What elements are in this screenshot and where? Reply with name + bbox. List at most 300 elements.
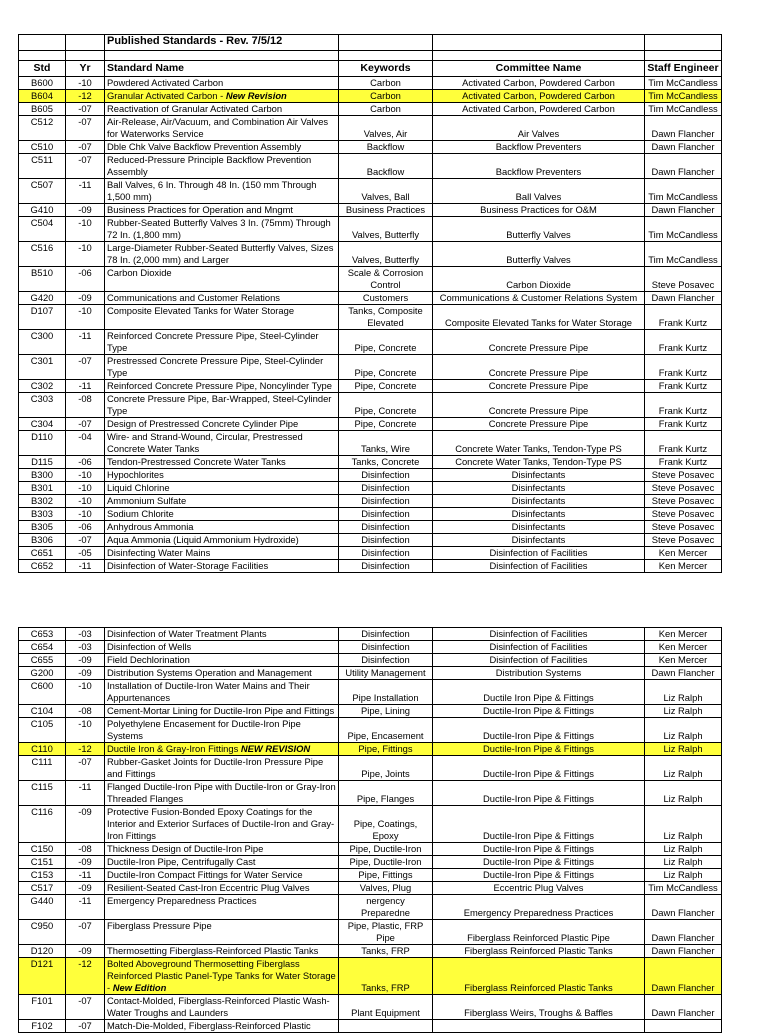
staff-engineer-cell: Frank Kurtz bbox=[645, 355, 722, 380]
standard-name-cell bbox=[105, 179, 339, 204]
keywords-cell: Pipe, Concrete bbox=[339, 418, 433, 431]
committee-cell: Disinfectants bbox=[433, 534, 645, 547]
keywords-cell: Pipe Installation bbox=[339, 680, 433, 705]
table-row bbox=[19, 508, 722, 521]
table-row bbox=[19, 995, 722, 1020]
staff-engineer-cell: Liz Ralph bbox=[645, 718, 722, 743]
standard-name: Contact-Molded, Fiberglass-Reinforced Plastic Wash-Water Troughs and Launders bbox=[107, 995, 330, 1018]
committee-cell: Fiberglass Weirs, Troughs & Baffles bbox=[433, 995, 645, 1020]
table-row bbox=[19, 534, 722, 547]
table-row bbox=[19, 495, 722, 508]
std-cell: C652 bbox=[19, 560, 66, 573]
committee-cell: Ductile-Iron Pipe & Fittings bbox=[433, 756, 645, 781]
std-cell: B305 bbox=[19, 521, 66, 534]
standard-name: Ball Valves, 6 In. Through 48 In. (150 mm Through 1,500 mm) bbox=[107, 179, 317, 202]
yr-cell: -10 bbox=[66, 680, 105, 705]
committee-cell bbox=[433, 1020, 645, 1033]
table-row bbox=[19, 521, 722, 534]
std-cell: B604 bbox=[19, 90, 66, 103]
header-staff-engineer: Staff Engineer bbox=[645, 61, 722, 77]
table-row bbox=[19, 781, 722, 806]
std-cell: C300 bbox=[19, 330, 66, 355]
standard-name-cell bbox=[105, 920, 339, 945]
standard-name-cell bbox=[105, 895, 339, 920]
table-row bbox=[19, 756, 722, 781]
keywords-cell: Pipe, Concrete bbox=[339, 355, 433, 380]
keywords-cell: Disinfection bbox=[339, 654, 433, 667]
committee-cell: Concrete Pressure Pipe bbox=[433, 355, 645, 380]
standard-name: Rubber-Seated Butterfly Valves 3 In. (75mm) Through 72 In. (1,800 mm) bbox=[107, 217, 331, 240]
committee-cell: Ductile-Iron Pipe & Fittings bbox=[433, 781, 645, 806]
standard-name: Ductile-Iron Pipe, Centrifugally Cast bbox=[107, 856, 256, 867]
table-row bbox=[19, 77, 722, 90]
staff-engineer-cell: Steve Posavec bbox=[645, 534, 722, 547]
staff-engineer-cell: Tim McCandless bbox=[645, 77, 722, 90]
keywords-cell: Pipe, Joints bbox=[339, 756, 433, 781]
committee-cell: Concrete Pressure Pipe bbox=[433, 330, 645, 355]
std-cell: B306 bbox=[19, 534, 66, 547]
yr-cell: -10 bbox=[66, 469, 105, 482]
keywords-cell bbox=[339, 1020, 433, 1033]
committee-cell: Concrete Pressure Pipe bbox=[433, 380, 645, 393]
standard-name-cell bbox=[105, 641, 339, 654]
staff-engineer-cell: Liz Ralph bbox=[645, 743, 722, 756]
yr-cell: -07 bbox=[66, 995, 105, 1020]
standard-name-cell bbox=[105, 654, 339, 667]
staff-engineer-cell: Frank Kurtz bbox=[645, 418, 722, 431]
standard-name: Rubber-Gasket Joints for Ductile-Iron Pressure Pipe and Fittings bbox=[107, 756, 324, 779]
keywords-cell: Pipe, Encasement bbox=[339, 718, 433, 743]
yr-cell: -07 bbox=[66, 116, 105, 141]
standard-name: Reactivation of Granular Activated Carbon bbox=[107, 103, 283, 114]
standard-name: Thermosetting Fiberglass-Reinforced Plastic Tanks bbox=[107, 945, 319, 956]
keywords-cell: Carbon bbox=[339, 77, 433, 90]
revision-tag: NEW REVISION bbox=[240, 743, 311, 754]
standard-name-cell bbox=[105, 843, 339, 856]
table-row bbox=[19, 743, 722, 756]
committee-cell: Disinfectants bbox=[433, 495, 645, 508]
std-cell: C150 bbox=[19, 843, 66, 856]
standard-name: Disinfection of Water Treatment Plants bbox=[107, 628, 267, 639]
yr-cell: -08 bbox=[66, 705, 105, 718]
standard-name-cell bbox=[105, 547, 339, 560]
committee-cell: Disinfection of Facilities bbox=[433, 628, 645, 641]
keywords-cell: Valves, Air bbox=[339, 116, 433, 141]
std-cell: C116 bbox=[19, 806, 66, 843]
table-row bbox=[19, 116, 722, 141]
standard-name: Ductile Iron & Gray-Iron Fittings bbox=[107, 743, 239, 754]
committee-cell: Ball Valves bbox=[433, 179, 645, 204]
committee-cell: Activated Carbon, Powdered Carbon bbox=[433, 77, 645, 90]
yr-cell: -07 bbox=[66, 534, 105, 547]
header-standard-name: Standard Name bbox=[105, 61, 339, 77]
yr-cell: -11 bbox=[66, 781, 105, 806]
standard-name-cell bbox=[105, 393, 339, 418]
table-row bbox=[19, 154, 722, 179]
yr-cell: -09 bbox=[66, 806, 105, 843]
standard-name: Wire- and Strand-Wound, Circular, Prestressed Concrete Water Tanks bbox=[107, 431, 303, 454]
committee-cell: Ductile-Iron Pipe & Fittings bbox=[433, 718, 645, 743]
standard-name: Cement-Mortar Lining for Ductile-Iron Pipe and Fittings bbox=[107, 705, 335, 716]
table-row bbox=[19, 869, 722, 882]
staff-engineer-cell: Dawn Flancher bbox=[645, 141, 722, 154]
standard-name-cell bbox=[105, 882, 339, 895]
yr-cell: -10 bbox=[66, 508, 105, 521]
committee-cell: Disinfection of Facilities bbox=[433, 560, 645, 573]
yr-cell: -08 bbox=[66, 843, 105, 856]
staff-engineer-cell: Liz Ralph bbox=[645, 843, 722, 856]
yr-cell: -11 bbox=[66, 869, 105, 882]
std-cell: D107 bbox=[19, 305, 66, 330]
std-cell: C111 bbox=[19, 756, 66, 781]
keywords-cell: Disinfection bbox=[339, 547, 433, 560]
keywords-cell: Disinfection bbox=[339, 482, 433, 495]
standard-name: Hypochlorites bbox=[107, 469, 164, 480]
standard-name-cell bbox=[105, 781, 339, 806]
staff-engineer-cell: Liz Ralph bbox=[645, 705, 722, 718]
std-cell: B302 bbox=[19, 495, 66, 508]
standard-name-cell bbox=[105, 77, 339, 90]
committee-cell: Ductile-Iron Pipe & Fittings bbox=[433, 705, 645, 718]
table-row bbox=[19, 179, 722, 204]
keywords-cell: Pipe, Flanges bbox=[339, 781, 433, 806]
keywords-cell: Tanks, Concrete bbox=[339, 456, 433, 469]
keywords-cell: Business Practices bbox=[339, 204, 433, 217]
staff-engineer-cell: Liz Ralph bbox=[645, 806, 722, 843]
table-row bbox=[19, 560, 722, 573]
standard-name: Carbon Dioxide bbox=[107, 267, 172, 278]
standard-name: Polyethylene Encasement for Ductile-Iron Pipe Systems bbox=[107, 718, 301, 741]
staff-engineer-cell: Frank Kurtz bbox=[645, 393, 722, 418]
table-row bbox=[19, 469, 722, 482]
committee-cell: Distribution Systems bbox=[433, 667, 645, 680]
standard-name: Protective Fusion-Bonded Epoxy Coatings for the Interior and Exterior Surfaces of Ductile-Iron and Gray-Iron Fittings bbox=[107, 806, 335, 841]
committee-cell: Carbon Dioxide bbox=[433, 267, 645, 292]
std-cell: C654 bbox=[19, 641, 66, 654]
staff-engineer-cell: Tim McCandless bbox=[645, 242, 722, 267]
keywords-cell: Valves, Plug bbox=[339, 882, 433, 895]
standard-name: Ductile-Iron Compact Fittings for Water Service bbox=[107, 869, 303, 880]
keywords-cell: nergency Preparedne bbox=[339, 895, 433, 920]
yr-cell: -11 bbox=[66, 560, 105, 573]
std-cell: B300 bbox=[19, 469, 66, 482]
yr-cell: -09 bbox=[66, 667, 105, 680]
staff-engineer-cell: Frank Kurtz bbox=[645, 305, 722, 330]
std-cell: F102 bbox=[19, 1020, 66, 1033]
standard-name-cell bbox=[105, 242, 339, 267]
yr-cell: -10 bbox=[66, 482, 105, 495]
standard-name-cell bbox=[105, 995, 339, 1020]
yr-cell: -10 bbox=[66, 305, 105, 330]
table-row bbox=[19, 418, 722, 431]
standard-name-cell bbox=[105, 292, 339, 305]
yr-cell: -07 bbox=[66, 141, 105, 154]
staff-engineer-cell: Steve Posavec bbox=[645, 495, 722, 508]
std-cell: C655 bbox=[19, 654, 66, 667]
staff-engineer-cell: Dawn Flancher bbox=[645, 204, 722, 217]
std-cell: C301 bbox=[19, 355, 66, 380]
table-row bbox=[19, 705, 722, 718]
standard-name-cell bbox=[105, 628, 339, 641]
standard-name-cell bbox=[105, 756, 339, 781]
staff-engineer-cell: Frank Kurtz bbox=[645, 456, 722, 469]
staff-engineer-cell: Ken Mercer bbox=[645, 628, 722, 641]
std-cell: C510 bbox=[19, 141, 66, 154]
std-cell: G440 bbox=[19, 895, 66, 920]
yr-cell: -07 bbox=[66, 920, 105, 945]
standard-name: Resilient-Seated Cast-Iron Eccentric Plug Valves bbox=[107, 882, 310, 893]
standard-name-cell bbox=[105, 743, 339, 756]
std-cell: C600 bbox=[19, 680, 66, 705]
table-row bbox=[19, 547, 722, 560]
yr-cell: -07 bbox=[66, 355, 105, 380]
staff-engineer-cell: Ken Mercer bbox=[645, 547, 722, 560]
table-row bbox=[19, 945, 722, 958]
std-cell: B510 bbox=[19, 267, 66, 292]
standard-name-cell bbox=[105, 305, 339, 330]
staff-engineer-cell: Liz Ralph bbox=[645, 680, 722, 705]
header-yr: Yr bbox=[66, 61, 105, 77]
committee-cell: Fiberglass Reinforced Plastic Pipe bbox=[433, 920, 645, 945]
committee-cell: Disinfectants bbox=[433, 521, 645, 534]
standard-name: Dble Chk Valve Backflow Prevention Assembly bbox=[107, 141, 302, 152]
keywords-cell: Disinfection bbox=[339, 521, 433, 534]
staff-engineer-cell: Liz Ralph bbox=[645, 781, 722, 806]
standard-name-cell bbox=[105, 355, 339, 380]
table-row bbox=[19, 1020, 722, 1033]
table-row bbox=[19, 718, 722, 743]
keywords-cell: Carbon bbox=[339, 90, 433, 103]
std-cell: B301 bbox=[19, 482, 66, 495]
standard-name-cell bbox=[105, 217, 339, 242]
table-row bbox=[19, 641, 722, 654]
std-cell: C653 bbox=[19, 628, 66, 641]
standard-name: Installation of Ductile-Iron Water Mains and Their Appurtenances bbox=[107, 680, 310, 703]
keywords-cell: Disinfection bbox=[339, 534, 433, 547]
committee-cell: Ductile-Iron Pipe & Fittings bbox=[433, 806, 645, 843]
yr-cell: -05 bbox=[66, 547, 105, 560]
standard-name: Aqua Ammonia (Liquid Ammonium Hydroxide) bbox=[107, 534, 299, 545]
std-cell: C110 bbox=[19, 743, 66, 756]
keywords-cell: Carbon bbox=[339, 103, 433, 116]
keywords-cell: Utility Management bbox=[339, 667, 433, 680]
std-cell: C104 bbox=[19, 705, 66, 718]
keywords-cell: Tanks, Composite Elevated bbox=[339, 305, 433, 330]
standard-name: Disinfection of Wells bbox=[107, 641, 192, 652]
standard-name-cell bbox=[105, 534, 339, 547]
standard-name-cell bbox=[105, 267, 339, 292]
yr-cell: -10 bbox=[66, 495, 105, 508]
keywords-cell: Backflow bbox=[339, 154, 433, 179]
std-cell: C517 bbox=[19, 882, 66, 895]
standards-table-bottom bbox=[18, 627, 722, 1033]
table-row bbox=[19, 90, 722, 103]
committee-cell: Concrete Water Tanks, Tendon-Type PS bbox=[433, 431, 645, 456]
keywords-cell: Disinfection bbox=[339, 560, 433, 573]
spacer-row bbox=[19, 51, 722, 61]
table-row bbox=[19, 380, 722, 393]
table-row bbox=[19, 393, 722, 418]
std-cell: D121 bbox=[19, 958, 66, 995]
standard-name-cell bbox=[105, 154, 339, 179]
std-cell: D110 bbox=[19, 431, 66, 456]
keywords-cell: Tanks, FRP bbox=[339, 945, 433, 958]
standard-name-cell bbox=[105, 456, 339, 469]
staff-engineer-cell: Dawn Flancher bbox=[645, 995, 722, 1020]
committee-cell: Backflow Preventers bbox=[433, 141, 645, 154]
staff-engineer-cell: Tim McCandless bbox=[645, 217, 722, 242]
yr-cell: -09 bbox=[66, 856, 105, 869]
table-row bbox=[19, 482, 722, 495]
table-row bbox=[19, 856, 722, 869]
std-cell: C105 bbox=[19, 718, 66, 743]
table-row bbox=[19, 330, 722, 355]
standard-name: Thickness Design of Ductile-Iron Pipe bbox=[107, 843, 264, 854]
staff-engineer-cell bbox=[645, 1020, 722, 1033]
keywords-cell: Pipe, Coatings, Epoxy bbox=[339, 806, 433, 843]
std-cell: D120 bbox=[19, 945, 66, 958]
committee-cell: Disinfectants bbox=[433, 508, 645, 521]
yr-cell: -08 bbox=[66, 393, 105, 418]
committee-cell: Disinfection of Facilities bbox=[433, 654, 645, 667]
committee-cell: Composite Elevated Tanks for Water Storage bbox=[433, 305, 645, 330]
std-cell: B605 bbox=[19, 103, 66, 116]
table-row bbox=[19, 667, 722, 680]
staff-engineer-cell: Frank Kurtz bbox=[645, 380, 722, 393]
standard-name-cell bbox=[105, 705, 339, 718]
standards-table-top bbox=[18, 34, 722, 573]
standard-name: Disinfection of Water-Storage Facilities bbox=[107, 560, 269, 571]
yr-cell: -09 bbox=[66, 292, 105, 305]
yr-cell: -10 bbox=[66, 718, 105, 743]
std-cell: C153 bbox=[19, 869, 66, 882]
staff-engineer-cell: Dawn Flancher bbox=[645, 154, 722, 179]
standard-name-cell bbox=[105, 380, 339, 393]
keywords-cell: Valves, Butterfly bbox=[339, 217, 433, 242]
std-cell: B600 bbox=[19, 77, 66, 90]
yr-cell: -09 bbox=[66, 882, 105, 895]
revision-tag: New Edition bbox=[112, 982, 167, 993]
committee-cell: Concrete Pressure Pipe bbox=[433, 393, 645, 418]
staff-engineer-cell: Dawn Flancher bbox=[645, 945, 722, 958]
keywords-cell: Pipe, Fittings bbox=[339, 869, 433, 882]
yr-cell: -09 bbox=[66, 204, 105, 217]
standard-name-cell bbox=[105, 680, 339, 705]
standard-name: Concrete Pressure Pipe, Bar-Wrapped, Steel-Cylinder Type bbox=[107, 393, 332, 416]
standard-name-cell bbox=[105, 141, 339, 154]
committee-cell: Backflow Preventers bbox=[433, 154, 645, 179]
std-cell: C651 bbox=[19, 547, 66, 560]
standard-name: Large-Diameter Rubber-Seated Butterfly Valves, Sizes 78 In. (2,000 mm) and Larger bbox=[107, 242, 334, 265]
standard-name: Ammonium Sulfate bbox=[107, 495, 187, 506]
std-cell: G200 bbox=[19, 667, 66, 680]
std-cell: C302 bbox=[19, 380, 66, 393]
standard-name: Air-Release, Air/Vacuum, and Combination Air Valves for Waterworks Service bbox=[107, 116, 329, 139]
keywords-cell: Tanks, Wire bbox=[339, 431, 433, 456]
keywords-cell: Scale & Corrosion Control bbox=[339, 267, 433, 292]
committee-cell: Eccentric Plug Valves bbox=[433, 882, 645, 895]
standard-name-cell bbox=[105, 958, 339, 995]
std-cell: C516 bbox=[19, 242, 66, 267]
table-row bbox=[19, 141, 722, 154]
committee-cell: Concrete Water Tanks, Tendon-Type PS bbox=[433, 456, 645, 469]
header-committee: Committee Name bbox=[433, 61, 645, 77]
staff-engineer-cell: Frank Kurtz bbox=[645, 431, 722, 456]
standard-name: Field Dechlorination bbox=[107, 654, 190, 665]
std-cell: G410 bbox=[19, 204, 66, 217]
committee-cell: Activated Carbon, Powdered Carbon bbox=[433, 103, 645, 116]
keywords-cell: Disinfection bbox=[339, 628, 433, 641]
staff-engineer-cell: Dawn Flancher bbox=[645, 920, 722, 945]
standard-name-cell bbox=[105, 856, 339, 869]
keywords-cell: Pipe, Plastic, FRP Pipe bbox=[339, 920, 433, 945]
keywords-cell: Valves, Butterfly bbox=[339, 242, 433, 267]
staff-engineer-cell: Dawn Flancher bbox=[645, 667, 722, 680]
table-row bbox=[19, 882, 722, 895]
staff-engineer-cell: Liz Ralph bbox=[645, 756, 722, 781]
table-row bbox=[19, 628, 722, 641]
staff-engineer-cell: Frank Kurtz bbox=[645, 330, 722, 355]
std-cell: C512 bbox=[19, 116, 66, 141]
standard-name: Granular Activated Carbon - bbox=[107, 90, 224, 101]
table-row bbox=[19, 920, 722, 945]
keywords-cell: Disinfection bbox=[339, 495, 433, 508]
staff-engineer-cell: Liz Ralph bbox=[645, 869, 722, 882]
table-row bbox=[19, 355, 722, 380]
standard-name-cell bbox=[105, 330, 339, 355]
staff-engineer-cell: Ken Mercer bbox=[645, 641, 722, 654]
committee-cell: Disinfection of Facilities bbox=[433, 547, 645, 560]
std-cell: C507 bbox=[19, 179, 66, 204]
staff-engineer-cell: Tim McCandless bbox=[645, 90, 722, 103]
standard-name: Prestressed Concrete Pressure Pipe, Steel-Cylinder Type bbox=[107, 355, 324, 378]
yr-cell: -07 bbox=[66, 756, 105, 781]
keywords-cell: Plant Equipment bbox=[339, 995, 433, 1020]
standard-name-cell bbox=[105, 431, 339, 456]
yr-cell: -03 bbox=[66, 641, 105, 654]
table-row bbox=[19, 680, 722, 705]
keywords-cell: Pipe, Ductile-Iron bbox=[339, 843, 433, 856]
standard-name: Communications and Customer Relations bbox=[107, 292, 280, 303]
std-cell: B303 bbox=[19, 508, 66, 521]
revision-tag: New Revision bbox=[225, 90, 287, 101]
yr-cell: -03 bbox=[66, 628, 105, 641]
standard-name: Reinforced Concrete Pressure Pipe, Steel-Cylinder Type bbox=[107, 330, 319, 353]
table-row bbox=[19, 217, 722, 242]
committee-cell: Butterfly Valves bbox=[433, 242, 645, 267]
standard-name: Distribution Systems Operation and Management bbox=[107, 667, 312, 678]
keywords-cell: Pipe, Lining bbox=[339, 705, 433, 718]
header-keywords: Keywords bbox=[339, 61, 433, 77]
table-row bbox=[19, 204, 722, 217]
yr-cell: -04 bbox=[66, 431, 105, 456]
keywords-cell: Disinfection bbox=[339, 469, 433, 482]
committee-cell: Ductile-Iron Pipe & Fittings bbox=[433, 869, 645, 882]
page-title: Published Standards - Rev. 7/5/12 bbox=[105, 35, 339, 51]
committee-cell: Disinfectants bbox=[433, 482, 645, 495]
yr-cell: -11 bbox=[66, 895, 105, 920]
standard-name: Match-Die-Molded, Fiberglass-Reinforced Plastic bbox=[107, 1020, 311, 1031]
staff-engineer-cell: Tim McCandless bbox=[645, 179, 722, 204]
committee-cell: Fiberglass Reinforced Plastic Tanks bbox=[433, 945, 645, 958]
standard-name-cell bbox=[105, 560, 339, 573]
standard-name-cell bbox=[105, 482, 339, 495]
std-cell: C511 bbox=[19, 154, 66, 179]
table-row bbox=[19, 895, 722, 920]
std-cell: C115 bbox=[19, 781, 66, 806]
yr-cell: -11 bbox=[66, 380, 105, 393]
committee-cell: Emergency Preparedness Practices bbox=[433, 895, 645, 920]
